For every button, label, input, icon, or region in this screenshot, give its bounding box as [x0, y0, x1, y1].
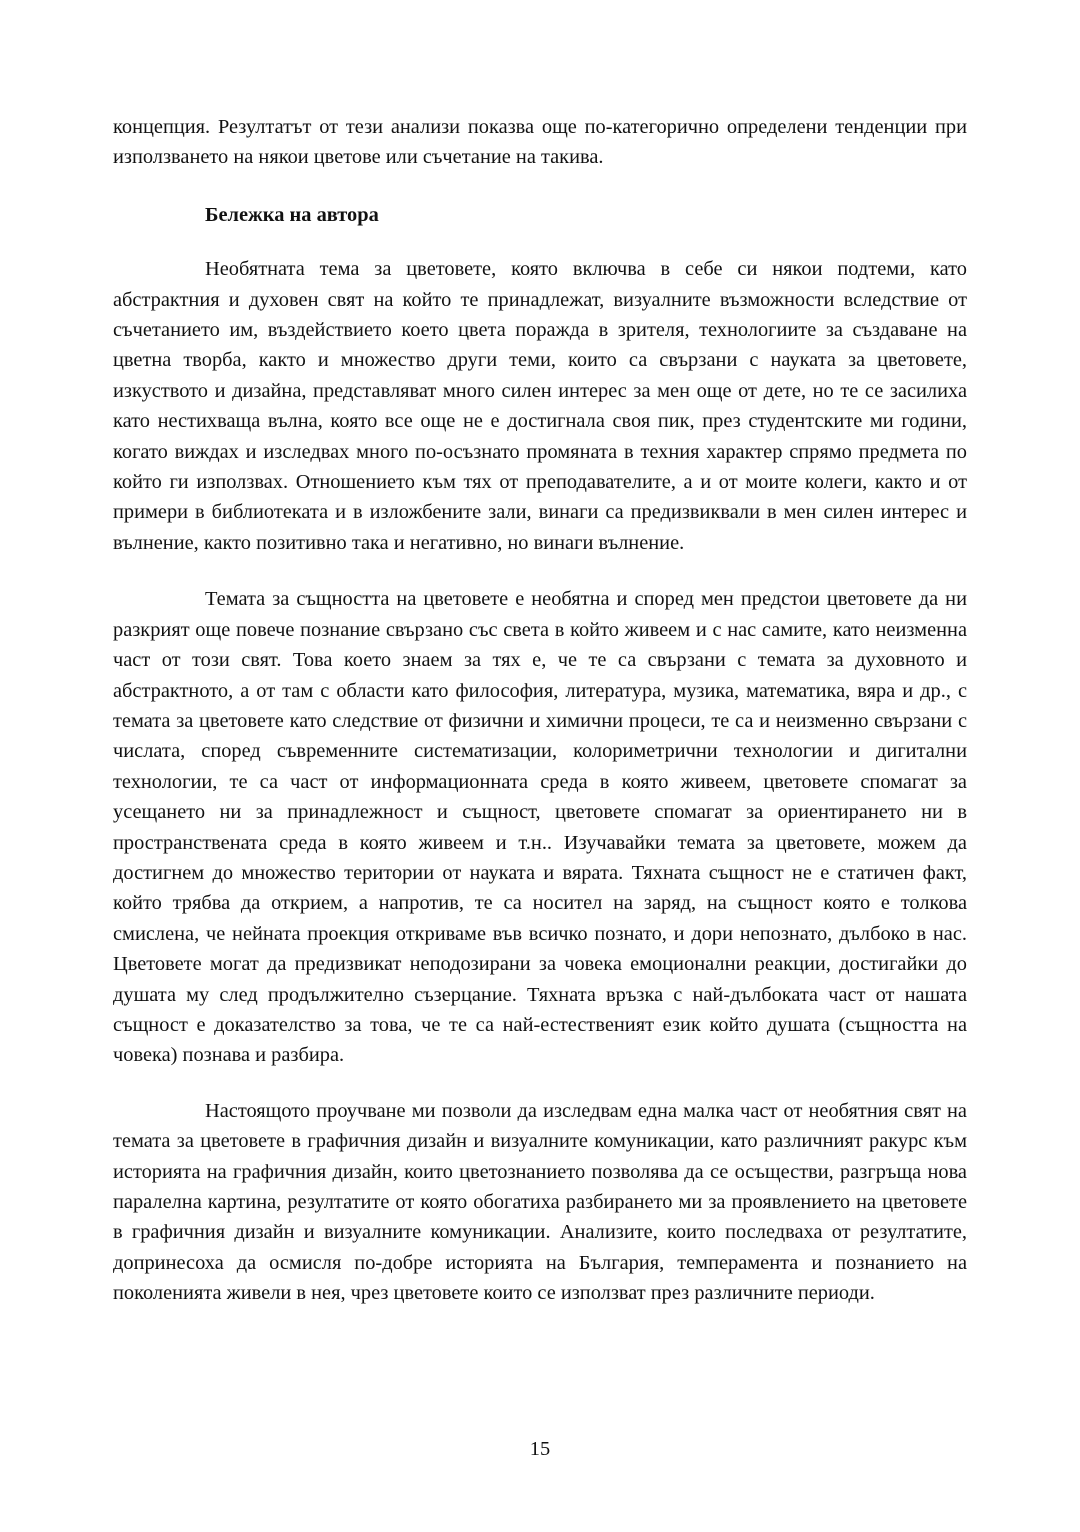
paragraph-study-results: Настоящото проучване ми позволи да изследвам една малка част от необятния свят на темата за цветовете в графичния дизайн и визуалните комуникации, като различният ракурс към историята на графичния дизайн, които цветознанието позволява да се осъществи, разгръща нова паралелна картина, резултатите от която обогатиха разбирането ми за проявлението на цветовете в графичния дизайн и визуалните комуникации. Анализите, които последваха от резултатите, допринесоха да осмисля по-добре историята на България, темперамента и познанието на поколенията живели в нея, чрез цветовете които се използват през различните периоди.	[113, 1099, 967, 1305]
page-number: 15	[529, 1438, 551, 1460]
section-heading: Бележка на автора	[205, 203, 379, 226]
paragraph-color-essence: Темата за същността на цветовете е необятна и според мен предстои цветовете да ни разкрият още повече познание свързано със света в който живеем и с нас самите, като неизменна част от този свят. Това което знаем за тях е, че те са свързани с темата за духовното и абстрактното, а от там с области като философия, литература, музика, математика, вяра и др., с темата за цветовете като следствие от физични и химични процеси, те са и неизменно свързани с числата, според съвременните систематизации, колориметрични технологии и дигитални технологии, те са част от информационната среда в която живеем, цветовете спомагат за усещането ни за принадлежност и същност, цветовете спомагат за ориентирането ни в пространствената среда в която живеем и т.н.. Изучавайки темата за цветовете, можем да достигнем до множество територии от науката и вярата. Тяхната същност не е статичен факт, който трябва да открием, а напротив, те са носител на заряд, на същност която е толкова смислена, че нейната проекция откриваме във всичко познато, и дори непознато, дълбоко в нас. Цветовете могат да предизвикат неподозирани за човека емоционални реакции, достигайки до душата му след продължително съзерцание. Тяхната връзка с най-дълбоката част от нашата същност е доказателство за това, че те са най-естественият език който душата (същността на човека) познава и разбира.	[113, 588, 967, 1067]
paragraph-author-interest: Необятната тема за цветовете, която включва в себе си някои подтеми, като абстрактния и духовен свят на който те принадлежат, визуалните възможности вследствие от съчетанието им, въздействието което цвета поражда в зрителя, технологиите за създаване на цветна творба, както и множество други теми, които са свързани с науката за цветовете, изкуството и дизайна, представляват много силен интерес за мен още от дете, но те се засилиха като нестихваща вълна, която все още не е достигнала своя пик, през студентските ми години, когато виждах и изследвах много по-осъзнато промяната в техния характер спрямо предмета по който ги използвах. Отношението към тях от преподавателите, а и от моите колеги, както и от примери в библиотеката и в изложбените зали, винаги са предизвиквали в мен силен интерес и вълнение, както позитивно така и негативно, но винаги вълнение.	[113, 258, 967, 554]
document-page	[113, 112, 967, 1309]
intro-paragraph: концепция. Резултатът от тези анализи показва още по-категорично определени тенденции при използването на някои цветове или съчетание на такива.	[113, 116, 967, 169]
